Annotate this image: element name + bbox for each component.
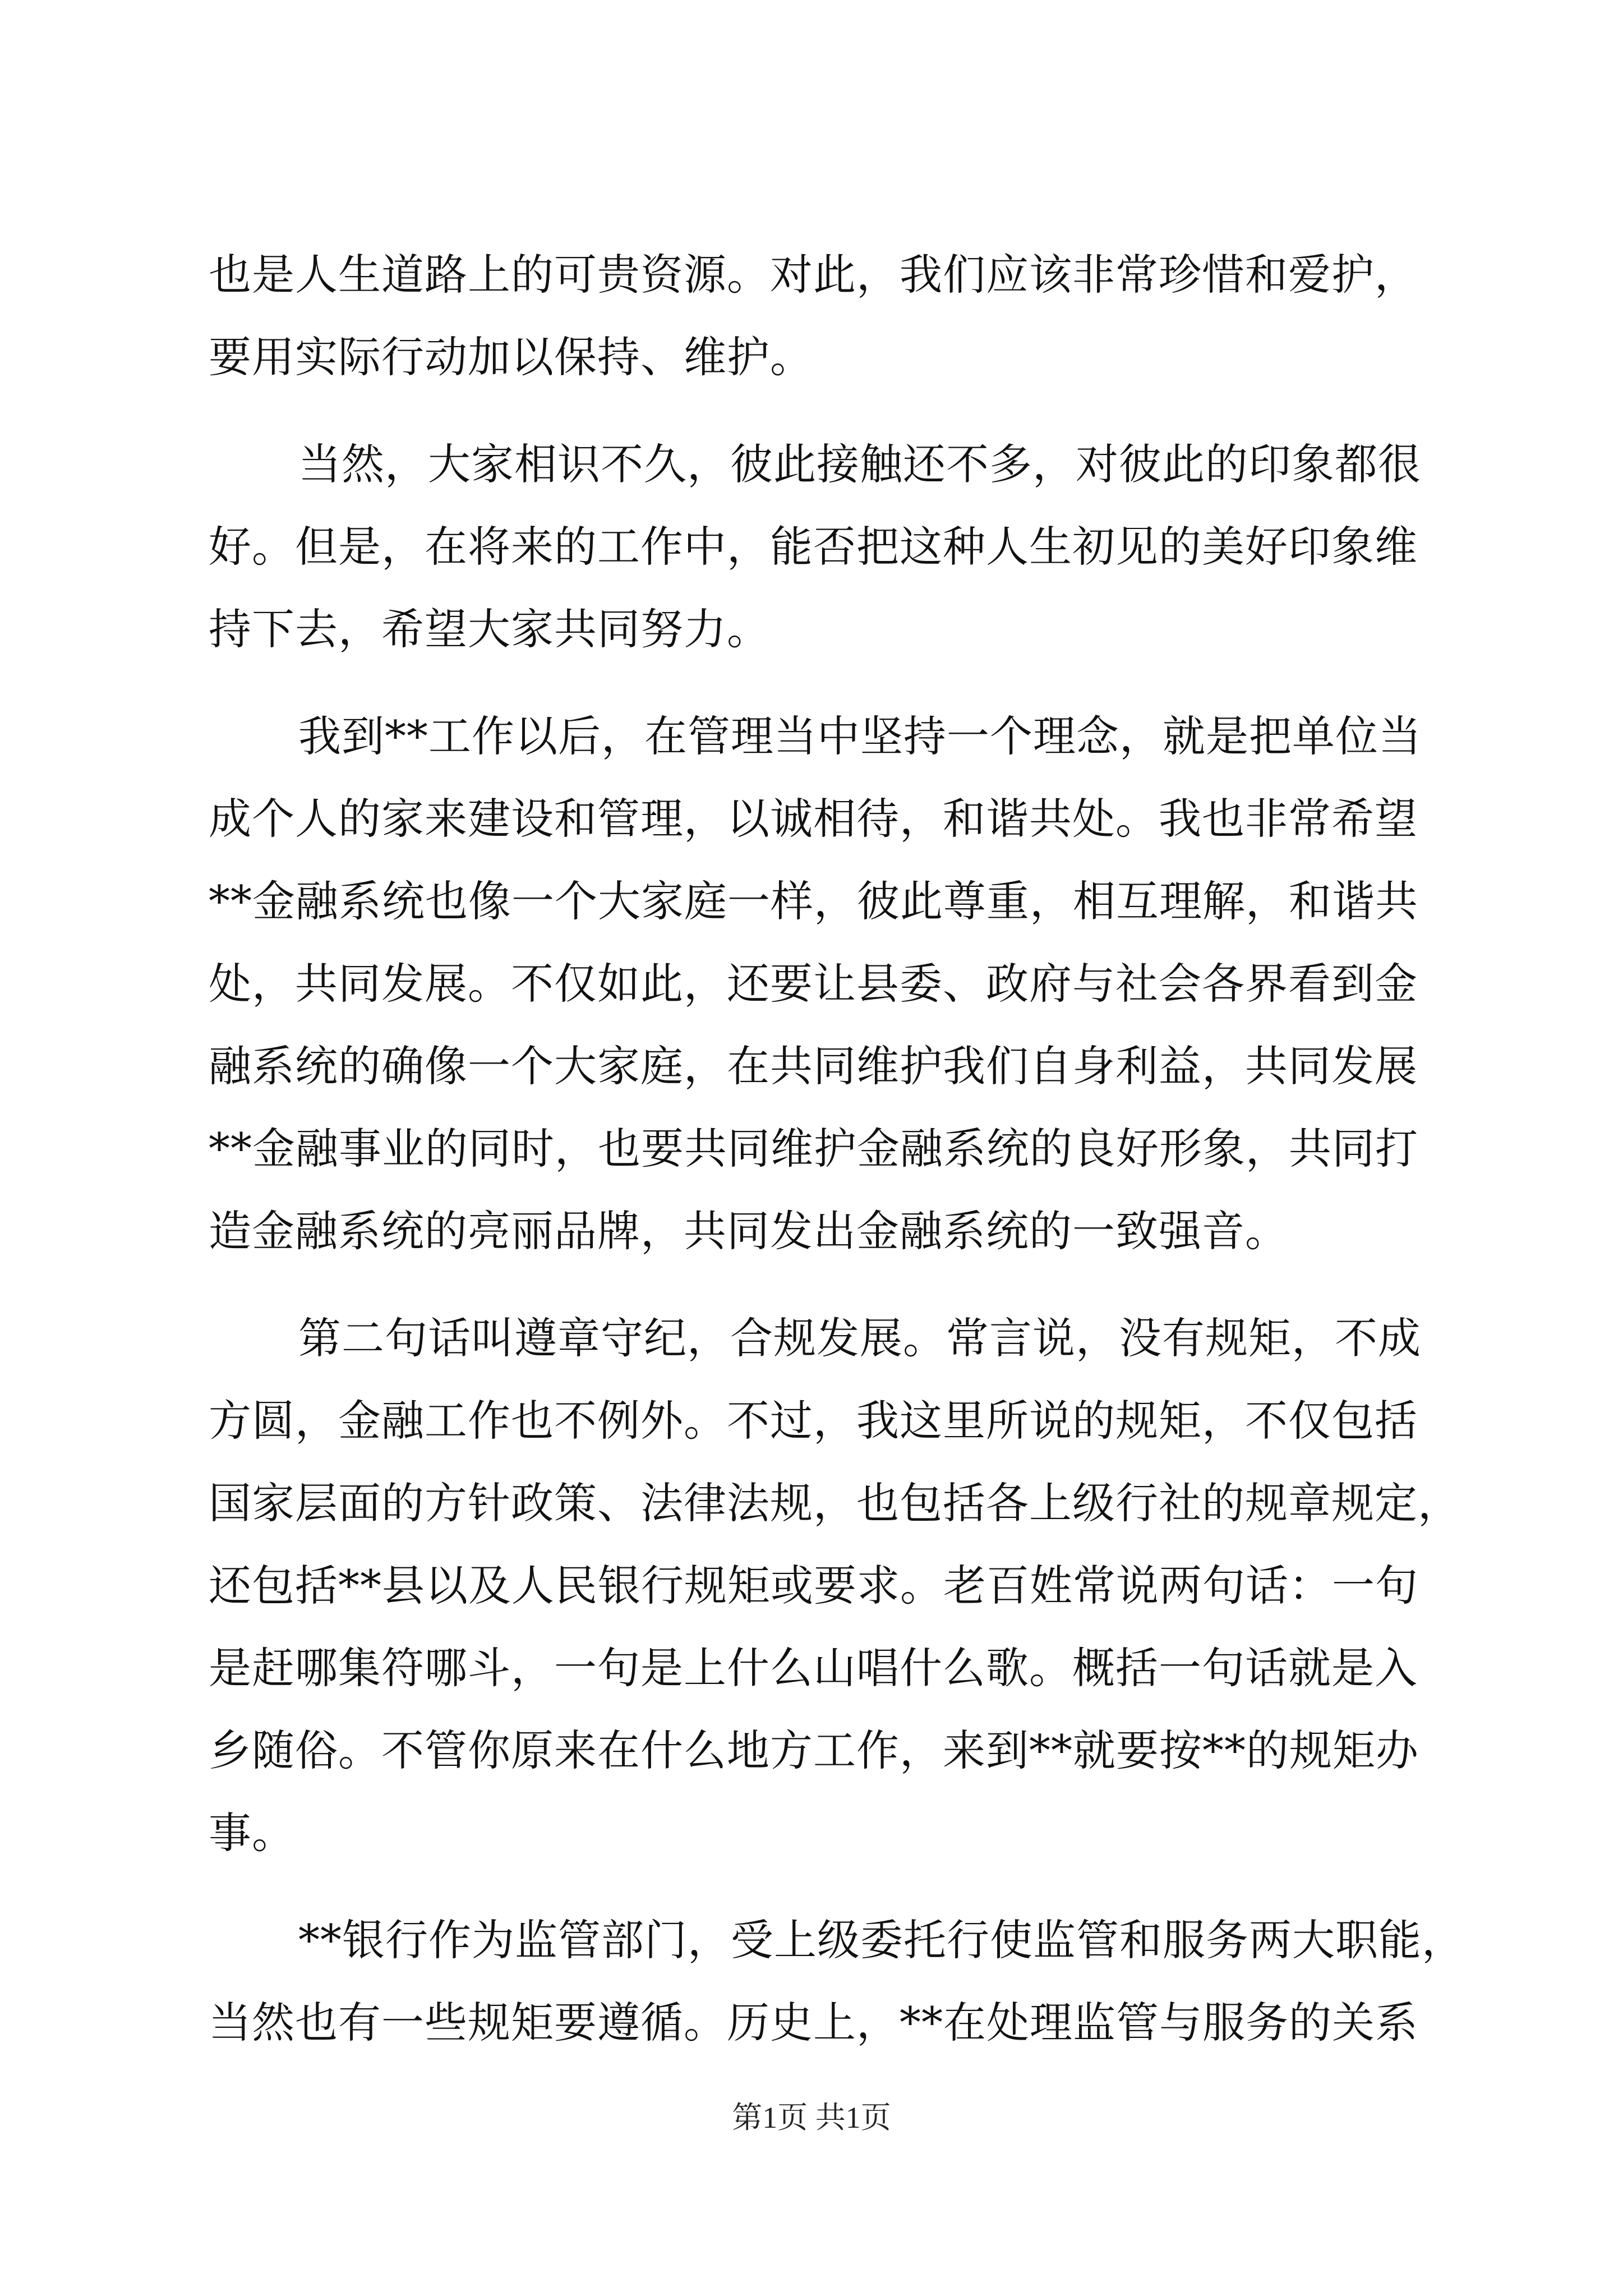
- text-line: **金融事业的同时，也要共同维护金融系统的良好形象，共同打: [209, 1124, 1418, 1174]
- text-line: 成个人的家来建设和管理，以诚相待，和谐共处。我也非常希望: [209, 794, 1418, 844]
- text-line: 当然，大家相识不久，彼此接触还不多，对彼此的印象都很: [298, 439, 1421, 489]
- text-line: **银行作为监管部门，受上级委托行使监管和服务两大职能，: [298, 1915, 1465, 1965]
- page-footer: 第1页 共1页: [732, 2101, 891, 2134]
- text-line: 国家层面的方针政策、法律法规，也包括各上级行社的规章规定，: [209, 1478, 1461, 1528]
- text-line: 要用实际行动加以保持、维护。: [209, 332, 813, 382]
- text-line: 造金融系统的亮丽品牌，共同发出金融系统的一致强音。: [209, 1206, 1288, 1256]
- text-line: 持下去，希望大家共同努力。: [209, 604, 770, 654]
- text-line: 事。: [209, 1808, 295, 1858]
- text-line: 也是人生道路上的可贵资源。对此，我们应该非常珍惜和爱护，: [209, 250, 1418, 300]
- text-line: 当然也有一些规矩要遵循。历史上，**在处理监管与服务的关系: [209, 1998, 1418, 2047]
- text-line: 我到**工作以后，在管理当中坚持一个理念，就是把单位当: [298, 711, 1422, 761]
- text-line: 乡随俗。不管你原来在什么地方工作，来到**就要按**的规矩办: [209, 1726, 1419, 1775]
- text-line: 是赶哪集符哪斗，一句是上什么山唱什么歌。概括一句话就是入: [209, 1643, 1418, 1693]
- text-line: 还包括**县以及人民银行规矩或要求。老百姓常说两句话：一句: [209, 1561, 1418, 1611]
- text-line: 方圆，金融工作也不例外。不过，我这里所说的规矩，不仅包括: [209, 1396, 1418, 1446]
- text-line: 处，共同发展。不仅如此，还要让县委、政府与社会各界看到金: [209, 959, 1418, 1009]
- text-line: 第二句话叫遵章守纪，合规发展。常言说，没有规矩，不成: [298, 1313, 1421, 1363]
- text-line: **金融系统也像一个大家庭一样，彼此尊重，相互理解，和谐共: [209, 876, 1418, 926]
- text-line: 好。但是，在将来的工作中，能否把这种人生初见的美好印象维: [209, 522, 1418, 572]
- text-line: 融系统的确像一个大家庭，在共同维护我们自身利益，共同发展: [209, 1041, 1418, 1091]
